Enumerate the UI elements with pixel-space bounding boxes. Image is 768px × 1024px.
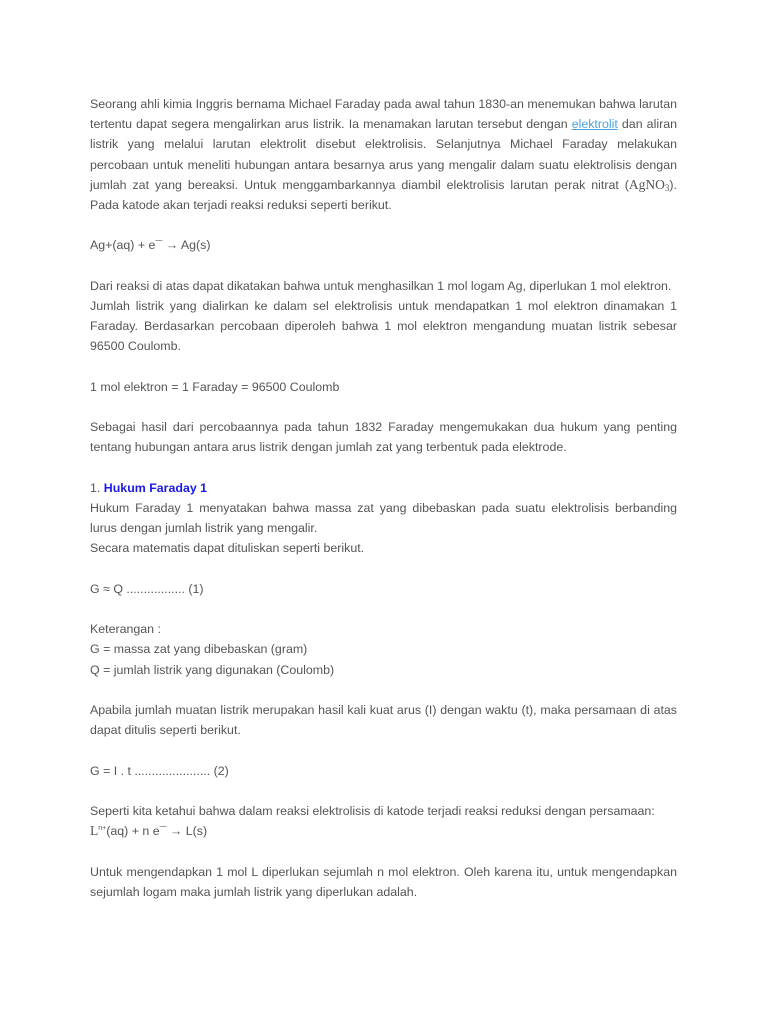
paragraph-faraday-laws: Sebagai hasil dari percobaannya pada tahun 1832 Faraday mengemukakan dua hukum yang penting tentang hubungan antara arus listrik dengan jumlah zat yang terbentuk pada elektrode. (90, 420, 677, 455)
paragraph-law-1-statement: Hukum Faraday 1 menyatakan bahwa massa zat yang dibebaskan pada suatu elektrolisis berbanding lurus dengan jumlah listrik yang mengalir. (90, 500, 677, 536)
faraday-equation: 1 mol elektron = 1 Faraday = 96500 Coulomb (90, 379, 340, 394)
equation-1: G ≈ Q ................. (1) (90, 581, 204, 596)
intro-text-c: ). Pada katode akan terjadi reaksi reduksi seperti berikut. (90, 177, 677, 213)
section-title: Hukum Faraday 1 (103, 480, 208, 495)
paragraph-faraday-definition: Jumlah listrik yang dialirkan ke dalam sel elektrolisis untuk mendapatkan 1 mol elektron dinamakan 1 Faraday. Berdasarkan percobaan diperoleh bahwa 1 mol elektron mengandung muatan listrik sebesar 96500 Coulomb. (90, 299, 677, 354)
reaction-species: L (90, 823, 99, 839)
paragraph-current-time: Apabila jumlah muatan listrik merupakan hasil kali kuat arus (I) dengan waktu (t), maka persamaan di atas dapat ditulis seperti berikut. (90, 702, 677, 738)
intro-text-a: Seorang ahli kimia Inggris bernama Michael Faraday pada awal tahun 1830-an menemukan bahwa larutan tertentu dapat segera mengalirkan arus listrik. Ia menamakan larutan tersebut dengan (90, 97, 677, 132)
paragraph-cathode-reaction: Seperti kita ketahui bahwa dalam reaksi elektrolisis di katode terjadi reaksi reduksi dengan persamaan: (90, 803, 655, 818)
section-heading-hukum-faraday-1 (90, 478, 677, 498)
keterangan-label: Keterangan : (90, 622, 161, 637)
silver-nitrate-formula: AgNO$_3$ (628, 176, 670, 193)
reaction-rest: (aq) + n e¯ → L(s) (106, 824, 208, 839)
document-body (90, 94, 677, 902)
paragraph-mol-electron: Dari reaksi di atas dapat dikatakan bahwa untuk menghasilkan 1 mol logam Ag, diperlukan 1 mol elektron. (90, 278, 672, 293)
intro-paragraph (90, 94, 677, 215)
keterangan-g: G = massa zat yang dibebaskan (gram) (90, 642, 308, 657)
section-number: 1. (90, 480, 104, 495)
paragraph-math-intro: Secara matematis dapat dituliskan seperti berikut. (90, 541, 365, 556)
keterangan-q: Q = jumlah listrik yang digunakan (Coulomb) (90, 662, 335, 677)
silver-reduction-reaction: Ag+(aq) + e¯ → Ag(s) (90, 238, 211, 253)
elektrolit-link[interactable]: elektrolit (571, 117, 618, 132)
intro-text-b: dan aliran listrik yang melalui larutan elektrolit disebut elektrolisis. Selanjutnya Michael Faraday melakukan percobaan untuk meneliti hubungan antara besarnya arus yang mengalir dalam suatu elektrolisis dengan jumlah zat yang bereaksi. Untuk menggambarkannya diambil elektrolisis larutan perak nitrat ( (90, 117, 677, 192)
general-reduction-reaction (90, 821, 677, 841)
paragraph-deposit: Untuk mengendapkan 1 mol L diperlukan sejumlah n mol elektron. Oleh karena itu, untuk mengendapkan sejumlah logam maka jumlah listrik yang diperlukan adalah. (90, 864, 677, 899)
reaction-charge: n+ (98, 825, 107, 833)
equation-2: G = I . t ...................... (2) (90, 763, 229, 778)
